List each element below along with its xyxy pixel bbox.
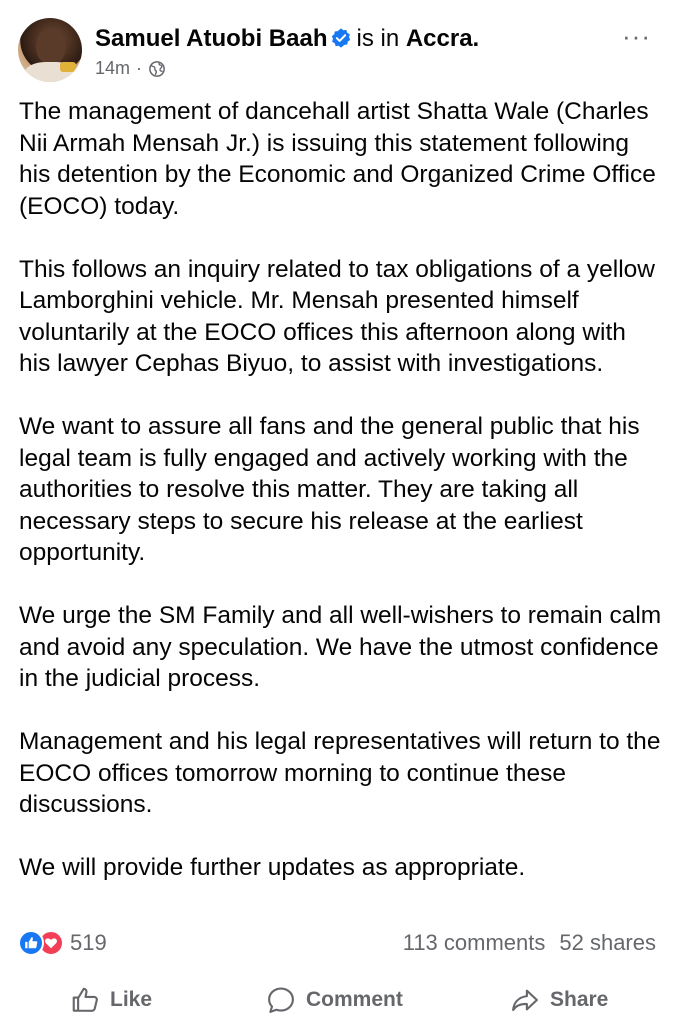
reactions-summary[interactable] bbox=[18, 930, 107, 956]
avatar[interactable] bbox=[18, 18, 82, 82]
post-meta bbox=[95, 58, 166, 79]
paragraph: This follows an inquiry related to tax obligations of a yellow Lamborghini vehicle. Mr. Mensah presented himself voluntarily at the EOCO offices this afternoon along with his lawyer Cephas Biyuo, to assist with investigations. bbox=[19, 255, 655, 377]
location-link[interactable]: Accra. bbox=[405, 25, 480, 52]
like-button[interactable] bbox=[70, 980, 152, 1020]
verified-badge-icon bbox=[330, 27, 352, 49]
post-text bbox=[19, 96, 664, 884]
comment-icon bbox=[266, 985, 296, 1015]
like-reaction-icon bbox=[18, 930, 44, 956]
author-line bbox=[95, 24, 479, 54]
share-label: Share bbox=[550, 988, 609, 1011]
thumbs-up-icon bbox=[70, 985, 100, 1015]
more-options-icon[interactable]: ··· bbox=[622, 21, 651, 51]
action-bar bbox=[0, 980, 675, 1020]
post-stats bbox=[18, 928, 658, 958]
globe-icon bbox=[148, 60, 166, 78]
share-icon bbox=[510, 985, 540, 1015]
paragraph: We will provide further updates as appropriate. bbox=[19, 854, 526, 881]
paragraph: Management and his legal representatives will return to the EOCO offices tomorrow morning to continue these discussions. bbox=[19, 728, 661, 818]
comment-button[interactable] bbox=[266, 980, 403, 1020]
paragraph: We urge the SM Family and all well-wishers to remain calm and avoid any speculation. We have the utmost confidence in the judicial process. bbox=[19, 602, 662, 692]
post-header bbox=[0, 0, 675, 92]
paragraph: The management of dancehall artist Shatta Wale (Charles Nii Armah Mensah Jr.) is issuing this statement following his detention by the Economic and Organized Crime Office (EOCO) today. bbox=[19, 98, 656, 220]
like-label: Like bbox=[110, 988, 153, 1011]
engagement-counts bbox=[403, 930, 656, 956]
post-timestamp[interactable]: 14m bbox=[95, 58, 131, 78]
meta-separator: · bbox=[136, 58, 143, 78]
comment-label: Comment bbox=[306, 988, 403, 1011]
share-button[interactable] bbox=[510, 980, 608, 1020]
comments-count[interactable]: 113 comments bbox=[402, 930, 546, 955]
shares-count[interactable]: 52 shares bbox=[559, 930, 656, 955]
author-name[interactable]: Samuel Atuobi Baah bbox=[95, 25, 328, 52]
paragraph: We want to assure all fans and the general public that his legal team is fully engaged and actively working with the authorities to resolve this matter. They are taking all necessary steps to secure his release at the earliest opportunity. bbox=[19, 413, 640, 566]
location-prefix: is in bbox=[356, 25, 400, 52]
reactions-count: 519 bbox=[70, 930, 107, 955]
